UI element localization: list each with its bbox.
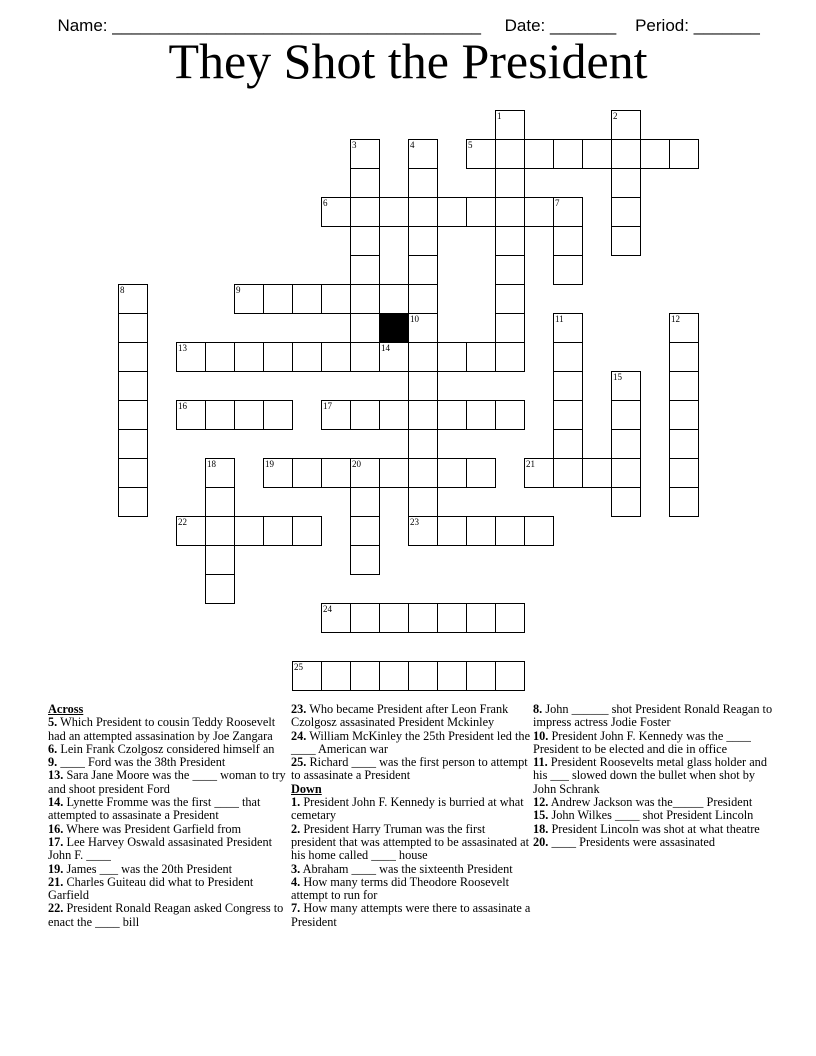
crossword-cell[interactable] [408, 429, 438, 459]
crossword-cell[interactable] [321, 458, 351, 488]
crossword-cell[interactable] [408, 197, 438, 227]
clue-down: 15. John Wilkes ____ shot President Lincoln [533, 808, 754, 823]
crossword-cell[interactable] [437, 661, 467, 691]
crossword-cell[interactable] [379, 342, 409, 372]
crossword-cell[interactable] [263, 400, 293, 430]
clue-across: 22. President Ronald Reagan asked Congress to enact the ____ bill [48, 901, 284, 929]
crossword-cell[interactable] [553, 226, 583, 256]
crossword-cell[interactable] [669, 139, 699, 169]
clue-number: 6 [323, 198, 328, 208]
crossword-cell[interactable] [321, 603, 351, 633]
crossword-cell[interactable] [669, 342, 699, 372]
crossword-cell[interactable] [292, 516, 322, 546]
clue-number: 13 [178, 343, 187, 353]
crossword-cell[interactable] [350, 313, 380, 343]
crossword-cell[interactable] [205, 342, 235, 372]
crossword-cell[interactable] [350, 342, 380, 372]
clue-number: 25 [294, 662, 303, 672]
crossword-cell[interactable] [234, 400, 264, 430]
crossword-cell[interactable] [321, 661, 351, 691]
crossword-cell[interactable] [466, 661, 496, 691]
crossword-cell[interactable] [495, 603, 525, 633]
clue-across: 13. Sara Jane Moore was the ____ woman to try and shoot president Ford [48, 768, 286, 796]
crossword-cell[interactable] [350, 487, 380, 517]
crossword-cell[interactable] [350, 603, 380, 633]
crossword-cell[interactable] [408, 603, 438, 633]
clue-number: 19 [265, 459, 274, 469]
crossword-cell[interactable] [553, 255, 583, 285]
crossword-cell[interactable] [408, 487, 438, 517]
crossword-cell[interactable] [611, 226, 641, 256]
clue-down: 3. Abraham ____ was the sixteenth President [291, 861, 513, 876]
crossword-cell[interactable] [582, 139, 612, 169]
crossword-cell[interactable] [234, 342, 264, 372]
crossword-cell[interactable] [611, 487, 641, 517]
crossword-cell[interactable] [495, 400, 525, 430]
crossword-cell[interactable] [408, 458, 438, 488]
crossword-cell[interactable] [437, 400, 467, 430]
crossword-cell[interactable] [582, 458, 612, 488]
clue-number: 5 [468, 140, 473, 150]
clue-number: 12 [671, 314, 680, 324]
crossword-cell[interactable] [611, 110, 641, 140]
clue-down: 12. Andrew Jackson was the_____ President [533, 795, 753, 810]
crossword-cell[interactable] [495, 284, 525, 314]
clue-across: 9. ____ Ford was the 38th President [48, 755, 226, 770]
crossword-cell[interactable] [379, 603, 409, 633]
crossword-cell[interactable] [408, 226, 438, 256]
crossword-cell[interactable] [263, 516, 293, 546]
crossword-cell[interactable] [495, 516, 525, 546]
clue-number: 18 [207, 459, 216, 469]
clue-down: 10. President John F. Kennedy was the ____ President to be elected and die in office [533, 728, 751, 756]
crossword-cell[interactable] [553, 458, 583, 488]
down-heading: Down [291, 781, 322, 796]
crossword-cell[interactable] [292, 458, 322, 488]
crossword-cell[interactable] [379, 197, 409, 227]
crossword-cell[interactable] [437, 603, 467, 633]
crossword-cell[interactable] [495, 255, 525, 285]
crossword-cell[interactable] [437, 516, 467, 546]
crossword-cell[interactable] [350, 226, 380, 256]
clue-number: 24 [323, 604, 332, 614]
crossword-cell[interactable] [321, 284, 351, 314]
crossword-cell[interactable] [495, 168, 525, 198]
clue-number: 14 [381, 343, 390, 353]
clue-number: 22 [178, 517, 187, 527]
crossword-cell[interactable] [408, 313, 438, 343]
crossword-cell[interactable] [205, 458, 235, 488]
crossword-cell[interactable] [495, 342, 525, 372]
crossword-cell[interactable] [408, 400, 438, 430]
crossword-cell[interactable] [495, 661, 525, 691]
crossword-cell[interactable] [524, 139, 554, 169]
crossword-cell[interactable] [176, 400, 206, 430]
crossword-cell[interactable] [669, 371, 699, 401]
clues-column-2 [291, 703, 531, 929]
date-label: Date: [504, 16, 546, 35]
crossword-cell[interactable] [350, 197, 380, 227]
crossword-cell[interactable] [234, 516, 264, 546]
crossword-cell[interactable] [611, 458, 641, 488]
clue-number: 2 [613, 111, 618, 121]
black-square [379, 313, 409, 343]
crossword-cell[interactable] [524, 516, 554, 546]
crossword-cell[interactable] [118, 487, 148, 517]
crossword-cell[interactable] [379, 458, 409, 488]
crossword-cell[interactable] [292, 661, 322, 691]
crossword-cell[interactable] [205, 487, 235, 517]
clue-across: 16. Where was President Garfield from [48, 821, 242, 836]
crossword-cell[interactable] [350, 545, 380, 575]
crossword-cell[interactable] [669, 487, 699, 517]
clue-across: 17. Lee Harvey Oswald assasinated President John F. ____ [48, 834, 273, 863]
clue-number: 4 [410, 140, 415, 150]
crossword-cell[interactable] [640, 139, 670, 169]
clue-down: 4. How many terms did Theodore Roosevelt attempt to run for [291, 874, 510, 903]
crossword-cell[interactable] [176, 516, 206, 546]
crossword-cell[interactable] [350, 400, 380, 430]
crossword-cell[interactable] [321, 342, 351, 372]
crossword-cell[interactable] [379, 661, 409, 691]
crossword-cell[interactable] [437, 342, 467, 372]
crossword-cell[interactable] [118, 284, 148, 314]
clue-across: 25. Richard ____ was the first person to attempt to assasinate a President [291, 755, 528, 783]
clue-number: 1 [497, 111, 502, 121]
crossword-cell[interactable] [379, 400, 409, 430]
crossword-cell[interactable] [350, 139, 380, 169]
crossword-cell[interactable] [118, 313, 148, 343]
crossword-cell[interactable] [466, 516, 496, 546]
crossword-cell[interactable] [408, 284, 438, 314]
crossword-cell[interactable] [611, 197, 641, 227]
clue-across: 6. Lein Frank Czolgosz considered himself an [48, 741, 275, 756]
clue-across: 21. Charles Guiteau did what to President Garfield [48, 874, 254, 903]
crossword-cell[interactable] [176, 342, 206, 372]
crossword-cell[interactable] [408, 661, 438, 691]
crossword-cell[interactable] [437, 197, 467, 227]
clue-across: 23. Who became President after Leon Frank Czolgosz assasinated President Mckinley [291, 702, 509, 730]
crossword-cell[interactable] [205, 574, 235, 604]
clue-number: 20 [352, 459, 361, 469]
crossword-cell[interactable] [553, 429, 583, 459]
crossword-cell[interactable] [321, 400, 351, 430]
crossword-cell[interactable] [611, 429, 641, 459]
clue-number: 23 [410, 517, 419, 527]
crossword-cell[interactable] [495, 139, 525, 169]
crossword-cell[interactable] [553, 400, 583, 430]
crossword-cell[interactable] [611, 371, 641, 401]
crossword-cell[interactable] [118, 371, 148, 401]
name-label: Name: [57, 16, 108, 35]
crossword-cell[interactable] [408, 371, 438, 401]
crossword-cell[interactable] [350, 516, 380, 546]
crossword-cell[interactable] [524, 458, 554, 488]
clue-number: 9 [236, 285, 241, 295]
crossword-cell[interactable] [553, 313, 583, 343]
crossword-cell[interactable] [611, 168, 641, 198]
crossword-cell[interactable] [466, 603, 496, 633]
clue-down: 1. President John F. Kennedy is burried at what cemetary [291, 795, 524, 823]
crossword-cell[interactable] [263, 458, 293, 488]
crossword-cell[interactable] [408, 255, 438, 285]
clue-down: 8. John ______ shot President Ronald Reagan to impress actress Jodie Foster [533, 702, 773, 730]
crossword-cell[interactable] [524, 197, 554, 227]
crossword-cell[interactable] [350, 284, 380, 314]
crossword-cell[interactable] [350, 168, 380, 198]
crossword-cell[interactable] [263, 342, 293, 372]
crossword-cell[interactable] [495, 197, 525, 227]
crossword-cell[interactable] [263, 284, 293, 314]
clue-number: 11 [555, 314, 564, 324]
clue-number: 21 [526, 459, 535, 469]
crossword-cell[interactable] [292, 284, 322, 314]
crossword-cell[interactable] [118, 400, 148, 430]
crossword-cell[interactable] [408, 516, 438, 546]
clues-column-3 [533, 703, 773, 849]
crossword-cell[interactable] [669, 400, 699, 430]
clue-down: 7. How many attempts were there to assasinate a President [291, 901, 531, 929]
crossword-cell[interactable] [205, 516, 235, 546]
crossword-cell[interactable] [669, 313, 699, 343]
crossword-cell[interactable] [350, 458, 380, 488]
crossword-cell[interactable] [234, 284, 264, 314]
crossword-cell[interactable] [118, 342, 148, 372]
clue-down: 18. President Lincoln was shot at what theatre [533, 821, 760, 836]
crossword-cell[interactable] [553, 371, 583, 401]
crossword-cell[interactable] [553, 197, 583, 227]
crossword-cell[interactable] [669, 429, 699, 459]
crossword-cell[interactable] [292, 342, 322, 372]
clue-across: 5. Which President to cousin Teddy Roosevelt had an attempted assasination by Joe Zangara [48, 715, 276, 743]
crossword-cell[interactable] [205, 400, 235, 430]
across-heading: Across [48, 702, 84, 716]
clue-across: 14. Lynette Fromme was the first ____ that attempted to assasinate a President [48, 795, 261, 823]
crossword-cell[interactable] [495, 313, 525, 343]
crossword-cell[interactable] [437, 458, 467, 488]
crossword-cell[interactable] [205, 545, 235, 575]
page-title: They Shot the President [168, 33, 648, 89]
period-field[interactable]: _______ [693, 16, 760, 35]
name-field[interactable]: _______________________________________ [112, 16, 481, 35]
crossword-cell[interactable] [466, 197, 496, 227]
clue-down: 2. President Harry Truman was the first president that was attempted to be assasinated at his home called ____ house [291, 821, 530, 863]
clue-number: 3 [352, 140, 357, 150]
crossword-cell[interactable] [669, 458, 699, 488]
clue-down: 20. ____ Presidents were assasinated [533, 834, 716, 849]
crossword-cell[interactable] [611, 139, 641, 169]
crossword-cell[interactable] [466, 400, 496, 430]
clue-number: 15 [613, 372, 622, 382]
crossword-cell[interactable] [408, 168, 438, 198]
clue-across: 24. William McKinley the 25th President led the ____ American war [291, 728, 531, 756]
crossword-cell[interactable] [350, 661, 380, 691]
crossword-cell[interactable] [408, 342, 438, 372]
clue-number: 7 [555, 198, 560, 208]
crossword-cell[interactable] [379, 284, 409, 314]
crossword-cell[interactable] [495, 110, 525, 140]
clue-number: 17 [323, 401, 332, 411]
clue-across: 19. James ___ was the 20th President [48, 861, 233, 876]
crossword-cell[interactable] [321, 197, 351, 227]
crossword-cell[interactable] [495, 226, 525, 256]
crossword-cell[interactable] [466, 458, 496, 488]
date-field[interactable]: _______ [550, 16, 617, 35]
crossword-cell[interactable] [466, 342, 496, 372]
clues-column-1 [48, 703, 288, 929]
crossword-cell[interactable] [118, 458, 148, 488]
clue-number: 10 [410, 314, 419, 324]
crossword-cell[interactable] [466, 139, 496, 169]
crossword-cell[interactable] [408, 139, 438, 169]
clue-number: 16 [178, 401, 187, 411]
crossword-cell[interactable] [118, 429, 148, 459]
crossword-cell[interactable] [553, 139, 583, 169]
crossword-cell[interactable] [350, 255, 380, 285]
clue-down: 11. President Roosevelts metal glass holder and his ___ slowed down the bullet when shot by John Schrank [533, 755, 767, 796]
crossword-cell[interactable] [553, 342, 583, 372]
period-label: Period: [635, 16, 689, 35]
crossword-cell[interactable] [611, 400, 641, 430]
clue-number: 8 [120, 285, 125, 295]
